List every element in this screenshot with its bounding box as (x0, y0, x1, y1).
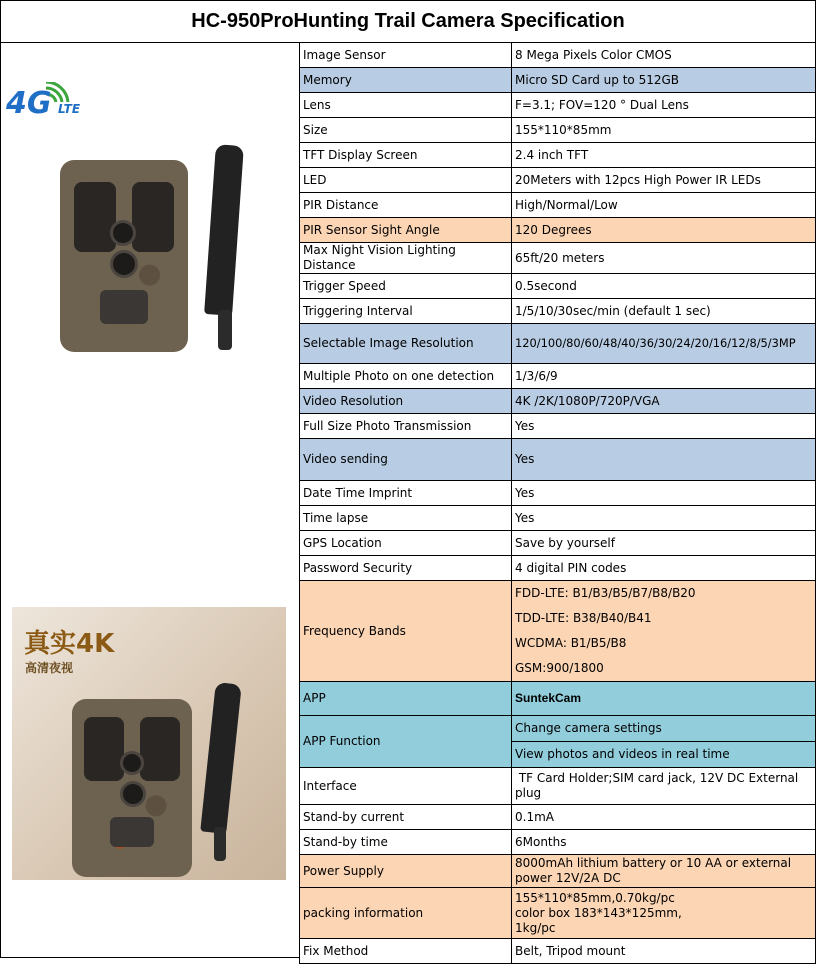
table-row (300, 506, 816, 531)
spec-label: Selectable Image Resolution (300, 324, 512, 364)
spec-label: APP Function (300, 716, 512, 768)
spec-label: APP (300, 682, 512, 716)
frequency-band: FDD-LTE: B1/B3/B5/B7/B8/B20 (515, 586, 696, 600)
spec-label: Triggering Interval (300, 299, 512, 324)
spec-label: Video Resolution (300, 389, 512, 414)
spec-value: F=3.1; FOV=120 ° Dual Lens (512, 93, 816, 118)
trail-camera-image-2 (72, 699, 192, 877)
spec-value: 4K /2K/1080P/720P/VGA (512, 389, 816, 414)
spec-label: Power Supply (300, 855, 512, 888)
table-row (300, 888, 816, 939)
table-row (300, 193, 816, 218)
spec-label: LED (300, 168, 512, 193)
antenna-neck (218, 310, 232, 350)
spec-value: Micro SD Card up to 512GB (512, 68, 816, 93)
table-row (300, 324, 816, 364)
table-row (300, 43, 816, 68)
antenna-image-2 (200, 682, 242, 834)
spec-value: 6Months (512, 830, 816, 855)
spec-value: 0.1mA (512, 805, 816, 830)
table-row (300, 274, 816, 299)
spec-value: Yes (512, 414, 816, 439)
spec-label: Image Sensor (300, 43, 512, 68)
spec-label: GPS Location (300, 531, 512, 556)
table-row (300, 364, 816, 389)
packing-values (512, 888, 816, 939)
table-row (300, 830, 816, 855)
trail-camera-image (60, 160, 188, 352)
promo-subheadline: 高清夜视 (25, 661, 74, 675)
spec-label: Interface (300, 768, 512, 805)
spec-label: Video sending (300, 439, 512, 481)
spec-label: Date Time Imprint (300, 481, 512, 506)
spec-value: 20Meters with 12pcs High Power IR LEDs (512, 168, 816, 193)
spec-value: TF Card Holder;SIM card jack, 12V DC External plug (512, 768, 816, 805)
spec-label: Lens (300, 93, 512, 118)
spec-label: Memory (300, 68, 512, 93)
table-row (300, 682, 816, 716)
table-row (300, 168, 816, 193)
spec-value: SuntekCam (512, 682, 816, 716)
spec-label: Frequency Bands (300, 581, 512, 682)
frequency-band: WCDMA: B1/B5/B8 (515, 636, 627, 650)
table-row (300, 439, 816, 481)
packing-line: 155*110*85mm,0.70kg/pc (515, 890, 675, 905)
table-row (300, 531, 816, 556)
promo-headline: 真实4K (24, 629, 115, 659)
spec-label: Stand-by time (300, 830, 512, 855)
spec-value: 120 Degrees (512, 218, 816, 243)
spec-label: Max Night Vision Lighting Distance (300, 243, 512, 274)
spec-value: 1/3/6/9 (512, 364, 816, 389)
spec-label: Trigger Speed (300, 274, 512, 299)
spec-value: 8000mAh lithium battery or 10 AA or external power 12V/2A DC (512, 855, 816, 888)
page-title: HC-950ProHunting Trail Camera Specification (0, 0, 816, 43)
frequency-band: TDD-LTE: B38/B40/B41 (515, 611, 652, 625)
spec-value: 155*110*85mm (512, 118, 816, 143)
table-row (300, 481, 816, 506)
spec-label: Size (300, 118, 512, 143)
table-row (300, 768, 816, 805)
table-row (300, 243, 816, 274)
table-row (300, 414, 816, 439)
spec-label: Full Size Photo Transmission (300, 414, 512, 439)
spec-label: Time lapse (300, 506, 512, 531)
4g-lte-logo (6, 82, 106, 122)
table-row (300, 716, 816, 768)
table-row (300, 805, 816, 830)
4g-label: 4G (6, 86, 52, 121)
spec-value: 65ft/20 meters (512, 243, 816, 274)
lte-label: LTE (58, 102, 81, 116)
spec-label: PIR Distance (300, 193, 512, 218)
table-row (300, 218, 816, 243)
spec-value: 4 digital PIN codes (512, 556, 816, 581)
packing-line: 1kg/pc (515, 920, 556, 935)
app-function-item: Change camera settings (515, 721, 662, 735)
table-row (300, 556, 816, 581)
spec-value: 8 Mega Pixels Color CMOS (512, 43, 816, 68)
table-row (300, 855, 816, 888)
packing-line: color box 183*143*125mm, (515, 905, 682, 920)
table-row (300, 299, 816, 324)
app-function-values (512, 716, 816, 768)
spec-value: Save by yourself (512, 531, 816, 556)
spec-label: Multiple Photo on one detection (300, 364, 512, 389)
spec-label: Stand-by current (300, 805, 512, 830)
spec-label: packing information (300, 888, 512, 939)
table-row (300, 118, 816, 143)
table-row (300, 68, 816, 93)
promo-4k-image (12, 607, 286, 880)
spec-table (299, 42, 816, 964)
spec-label: PIR Sensor Sight Angle (300, 218, 512, 243)
spec-label: Password Security (300, 556, 512, 581)
antenna-neck-2 (214, 827, 226, 861)
spec-value: 1/5/10/30sec/min (default 1 sec) (512, 299, 816, 324)
app-function-item: View photos and videos in real time (512, 741, 815, 767)
spec-value: High/Normal/Low (512, 193, 816, 218)
spec-value: Yes (512, 439, 816, 481)
table-row (300, 93, 816, 118)
spec-label: TFT Display Screen (300, 143, 512, 168)
frequency-band: GSM:900/1800 (515, 661, 604, 675)
spec-value: 0.5second (512, 274, 816, 299)
spec-value: 120/100/80/60/48/40/36/30/24/20/16/12/8/5/3MP (512, 324, 816, 364)
spec-value: 2.4 inch TFT (512, 143, 816, 168)
spec-label: Fix Method (300, 939, 512, 964)
table-row (300, 581, 816, 682)
table-row (300, 939, 816, 964)
table-row (300, 143, 816, 168)
spec-value: Yes (512, 481, 816, 506)
table-row (300, 389, 816, 414)
spec-value: Belt, Tripod mount (512, 939, 816, 964)
frequency-values (512, 581, 816, 682)
spec-value: Yes (512, 506, 816, 531)
